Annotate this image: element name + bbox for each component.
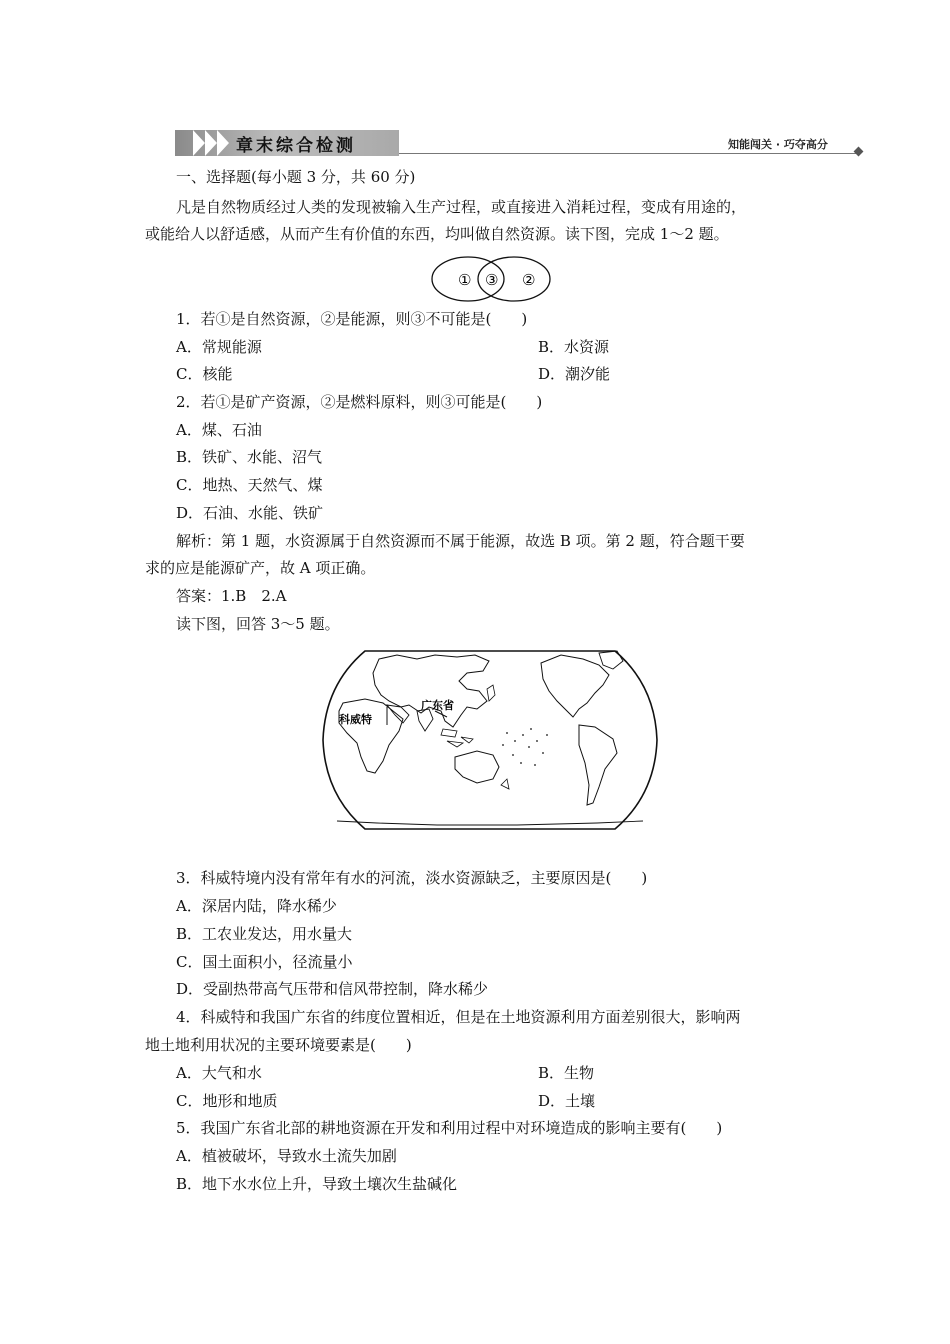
- map-landmass-antarctica: [337, 821, 643, 825]
- question-4-option-a: A．大气和水: [176, 1064, 262, 1082]
- header-slogan: 知能闯关 · 巧夺高分: [728, 138, 828, 151]
- question-1-option-a: A．常规能源: [176, 338, 262, 356]
- venn-diagram: [430, 254, 554, 304]
- map-label-guangdong: 广东省: [421, 699, 454, 712]
- venn-label-middle: ③: [485, 271, 499, 289]
- question-5-stem: 5．我国广东省北部的耕地资源在开发和利用过程中对环境造成的影响主要有( ): [176, 1119, 723, 1137]
- world-map: [317, 645, 663, 835]
- intro-text: 或能给人以舒适感，从而产生有价值的东西，均叫做自然资源。读下图，完成 1～2 题。: [145, 225, 729, 243]
- question-2-option-d: D．石油、水能、铁矿: [176, 504, 324, 522]
- map-landmass-australia: [455, 751, 499, 783]
- intro-text: 凡是自然物质经过人类的发现被输入生产过程，或直接进入消耗过程，变成有用途的，: [176, 198, 747, 216]
- question-5-option-a: A．植被破坏，导致水土流失加剧: [176, 1147, 397, 1165]
- question-3-option-b: B．工农业发达，用水量大: [176, 925, 353, 943]
- question-5-option-b: B．地下水水位上升，导致土壤次生盐碱化: [176, 1175, 458, 1193]
- question-3-option-d: D．受副热带高气压带和信风带控制，降水稀少: [176, 980, 489, 998]
- question-4-stem: 地土地利用状况的主要环境要素是( ): [145, 1036, 412, 1054]
- question-2-option-b: B．铁矿、水能、沼气: [176, 448, 323, 466]
- venn-label-left: ①: [458, 271, 472, 289]
- chevron-icon: [205, 130, 217, 156]
- question-4-option-b: B．生物: [538, 1064, 595, 1082]
- chevron-icon: [193, 130, 205, 156]
- question-2-option-a: A．煤、石油: [176, 421, 262, 439]
- map-landmass-south-america: [579, 725, 617, 805]
- map-islands: [441, 729, 473, 747]
- map-landmass-eurasia: [373, 655, 489, 727]
- map-landmass-arabia: [387, 705, 409, 723]
- diamond-icon: [854, 147, 864, 157]
- map-landmass-greenland: [599, 651, 623, 669]
- question-1-option-b: B．水资源: [538, 338, 610, 356]
- venn-label-right: ②: [522, 271, 536, 289]
- question-2-option-c: C．地热、天然气、煤: [176, 476, 323, 494]
- map-landmass-japan: [487, 685, 495, 701]
- chevron-icon: [217, 130, 229, 156]
- section-title: 章末综合检测: [236, 136, 356, 156]
- answer-text: 答案：1.B 2.A: [176, 587, 287, 605]
- header-divider: [399, 153, 857, 154]
- analysis-text: 求的应是能源矿产，故 A 项正确。: [145, 559, 376, 577]
- map-landmass-africa: [339, 699, 403, 773]
- map-landmass-newzealand: [501, 779, 509, 789]
- question-4-stem: 4．科威特和我国广东省的纬度位置相近，但是在土地资源利用方面差别很大，影响两: [176, 1008, 741, 1026]
- section-heading: 一、选择题(每小题 3 分，共 60 分): [176, 168, 416, 186]
- question-3-option-c: C．国土面积小，径流量小: [176, 953, 353, 971]
- question-1-option-d: D．潮汐能: [538, 365, 611, 383]
- question-3-stem: 3．科威特境内没有常年有水的河流，淡水资源缺乏，主要原因是( ): [176, 869, 648, 887]
- question-1-option-c: C．核能: [176, 365, 233, 383]
- map-landmass-north-america: [541, 655, 609, 717]
- question-4-option-d: D．土壤: [538, 1092, 596, 1110]
- map-label-kuwait: 科威特: [339, 713, 372, 726]
- question-2-stem: 2．若①是矿产资源，②是燃料原料，则③可能是( ): [176, 393, 543, 411]
- analysis-text: 解析：第 1 题，水资源属于自然资源而不属于能源，故选 B 项。第 2 题，符合题干要: [176, 532, 745, 550]
- question-4-option-c: C．地形和地质: [176, 1092, 278, 1110]
- map-intro: 读下图，回答 3～5 题。: [176, 615, 340, 633]
- question-1-stem: 1．若①是自然资源，②是能源，则③不可能是( ): [176, 310, 528, 328]
- question-3-option-a: A．深居内陆，降水稀少: [176, 897, 337, 915]
- pacific-islands: [502, 728, 548, 766]
